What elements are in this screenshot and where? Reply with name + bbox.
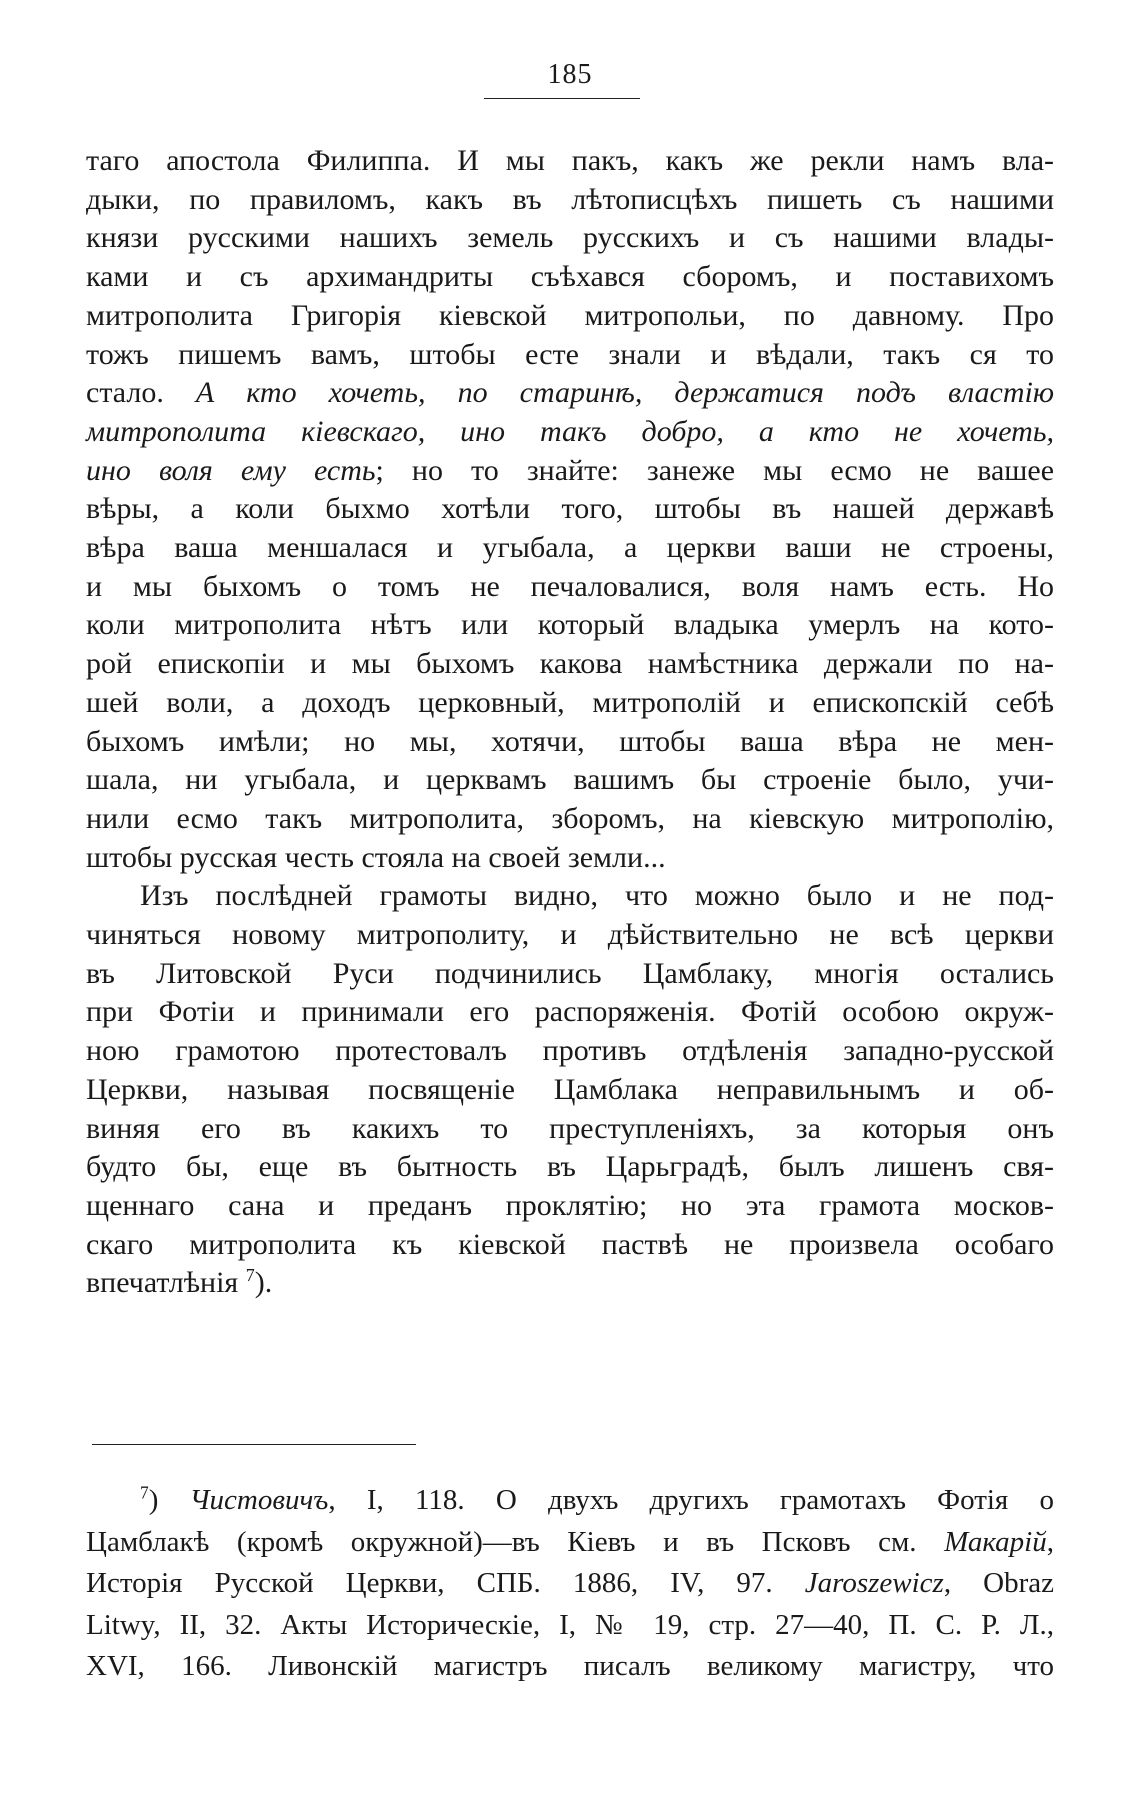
text-segment: ками и съ архимандриты съѣхався сборомъ, и поставихомъ <box>86 260 1054 294</box>
quote-italic: А кто хочеть, по старинѣ, держатися подъ властію <box>195 376 1054 410</box>
text-segment: ; но то знайте: занеже мы есмо не вашее <box>375 453 1055 487</box>
text-line <box>86 955 1054 994</box>
text-line <box>86 219 1054 258</box>
footnote <box>86 1480 1054 1688</box>
quote-italic: ино воля ему есть <box>86 453 376 487</box>
text-line <box>86 181 1054 220</box>
text-line <box>86 645 1054 684</box>
text-segment: митрополита Григорія кіевской митропольи, по давному. Про <box>86 298 1054 332</box>
text-segment: ). <box>254 1266 273 1300</box>
quote-italic: митрополита кіевскаго, ино такъ добро, а кто не хочеть, <box>86 414 1054 448</box>
text-line <box>86 993 1054 1032</box>
footnote-marker: 7 <box>140 1482 149 1503</box>
text-segment: при Фотіи и принимали его распоряженія. Фотій особою окруж- <box>86 995 1054 1029</box>
text-line <box>86 490 1054 529</box>
text-segment: князи русскими нашихъ земель русскихъ и съ нашими влады- <box>86 221 1054 255</box>
text-line <box>86 1148 1054 1187</box>
page-number: 185 <box>547 59 593 90</box>
text-line <box>86 800 1054 839</box>
text-segment: стало. <box>86 376 196 410</box>
main-text <box>86 142 1054 1303</box>
text-line <box>86 529 1054 568</box>
text-segment: штобы русская честь стояла на своей земли... <box>86 840 666 874</box>
text-line <box>86 568 1054 607</box>
text-segment: шала, ни угыбала, и церквамъ вашимъ бы строеніе было, учи- <box>86 763 1054 797</box>
text-line <box>86 374 1054 413</box>
text-segment: чиняться новому митрополиту, и дѣйствительно не всѣ церкви <box>86 918 1054 952</box>
text-segment: , <box>1046 1525 1054 1558</box>
text-segment: Litwy, II, 32. Акты Историческіе, I, № 19, стр. 27—40, П. С. Р. Л., <box>86 1608 1054 1641</box>
text-segment: будто бы, еще въ бытность въ Царьградѣ, былъ лишенъ свя- <box>86 1150 1054 1184</box>
text-segment: дыки, по правиломъ, какъ въ лѣтописцѣхъ пишеть съ нашими <box>86 182 1054 216</box>
text-segment: вѣры, а коли быхмо хотѣли того, штобы въ нашей державѣ <box>86 492 1054 526</box>
text-line <box>86 761 1054 800</box>
text-segment: въ Литовской Руси подчинились Цамблаку, многія остались <box>86 956 1054 990</box>
text-segment: скаго митрополита къ кіевской паствѣ не произвела особаго <box>86 1227 1054 1261</box>
author-italic: Макарій <box>944 1525 1047 1558</box>
author-italic: Чистовичъ <box>189 1484 329 1516</box>
text-segment: шей воли, а доходъ церковный, митрополій и епископскій себѣ <box>86 685 1054 719</box>
footnote-line <box>86 1480 1054 1522</box>
footnote-line <box>86 1563 1054 1605</box>
footnote-line <box>86 1522 1054 1564</box>
text-segment: виняя его въ какихъ то преступленіяхъ, за которыя онъ <box>86 1111 1054 1145</box>
text-line <box>86 839 1054 878</box>
text-segment: коли митрополита нѣтъ или который владыка умерлъ на кото- <box>86 608 1054 642</box>
text-segment: вѣра ваша меншалася и угыбала, а церкви ваши не строены, <box>86 531 1054 565</box>
footnote-reference: 7 <box>245 1265 255 1286</box>
text-line <box>86 258 1054 297</box>
text-segment: и мы быхомъ о томъ не печаловалися, воля намъ есть. Но <box>86 569 1054 603</box>
text-segment: щеннаго сана и преданъ проклятію; но эта грамота москов- <box>86 1188 1054 1222</box>
text-segment: Изъ послѣдней грамоты видно, что можно было и не под- <box>140 879 1054 913</box>
text-segment: Цамблакѣ (кромѣ окружной)—въ Кіевъ и въ Псковъ см. <box>86 1525 945 1558</box>
text-line <box>86 1032 1054 1071</box>
text-line <box>86 142 1054 181</box>
text-segment: нили есмо такъ митрополита, зборомъ, на кіевскую митрополію, <box>86 801 1054 835</box>
text-segment: Исторія Русской Церкви, СПБ. 1886, IV, 97. <box>86 1567 805 1599</box>
text-segment: быхомъ имѣли; но мы, хотячи, штобы ваша вѣра не мен- <box>86 724 1054 758</box>
text-line <box>86 723 1054 762</box>
text-segment: , Obraz <box>943 1567 1054 1599</box>
page-number-rule <box>484 98 640 99</box>
text-segment: рой епископіи и мы быхомъ какова намѣстника держали по на- <box>86 647 1054 681</box>
text-line <box>86 684 1054 723</box>
text-line <box>86 1187 1054 1226</box>
text-segment: XVI, 166. Ливонскій магистръ писалъ великому магистру, что <box>86 1650 1054 1682</box>
text-line <box>86 606 1054 645</box>
text-segment: , I, 118. О двухъ другихъ грамотахъ Фотія о <box>328 1484 1054 1516</box>
text-line <box>86 297 1054 336</box>
text-segment: тожъ пишемъ вамъ, штобы есте знали и вѣдали, такъ ся то <box>86 337 1054 371</box>
text-line <box>86 916 1054 955</box>
text-segment: таго апостола Филиппа. И мы пакъ, какъ же рекли намъ вла- <box>86 144 1054 177</box>
footnote-line <box>86 1605 1054 1647</box>
footnote-rule <box>92 1444 416 1445</box>
text-segment: Церкви, называя посвященіе Цамблака неправильнымъ и об- <box>86 1072 1054 1106</box>
text-line <box>86 877 1054 916</box>
text-line <box>86 413 1054 452</box>
text-line <box>86 452 1054 491</box>
author-italic: Jaroszewicz <box>804 1567 944 1599</box>
text-line <box>86 1071 1054 1110</box>
text-segment: впечатлѣнія <box>86 1266 246 1300</box>
text-segment: ною грамотою протестовалъ противъ отдѣленія западно-русской <box>86 1034 1054 1068</box>
text-line <box>86 1264 1054 1303</box>
text-line <box>86 336 1054 375</box>
text-segment: ) <box>148 1484 190 1516</box>
footnote-line <box>86 1646 1054 1688</box>
text-line <box>86 1110 1054 1149</box>
text-line <box>86 1226 1054 1265</box>
